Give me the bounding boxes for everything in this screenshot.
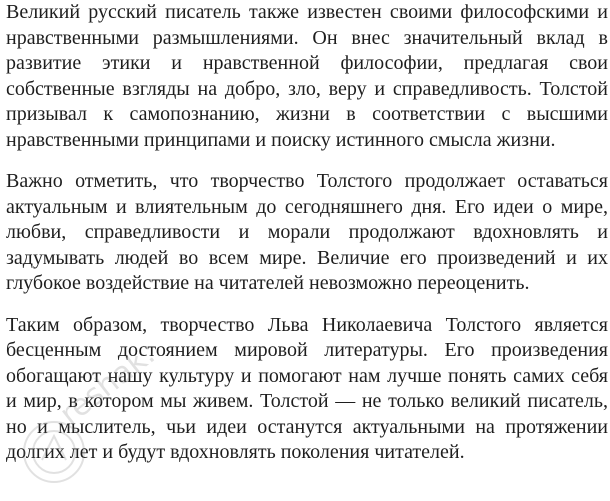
paragraph-2: Важно отметить, что творчество Толстого продолжает оставаться актуальным и влиятельным до сегодняшнего дня. Его идеи о мире, любви, справедливости и морали продолжают вдохновлять и задумывать людей во всем мире. Величие его произведений и их глубокое воздействие на читателей невозможно переоценить. bbox=[6, 170, 608, 294]
paragraph-3: Таким образом, творчество Льва Николаевича Толстого является бесценным достоянием мировой литературы. Его произведения обогащают нашу культуру и помогают нам лучше понять самих себя и мир, в котором мы живем. Толстой — не только великий писатель, но и мыслитель, чьи идеи останутся актуальными на протяжении долгих лет и будут вдохновлять поколения читателей. bbox=[6, 313, 608, 463]
paragraph-1: Великий русский писатель также известен своими философскими и нравственными размышлениями. Он внес значительный вклад в развитие этики и нравственной философии, предлагая свои собственные взгляды на добро, зло, веру и справедливость. Толстой призывал к самопознанию, жизни в соответствии с высшими нравственными принципами и поиску истинного смысла жизни. bbox=[6, 1, 608, 151]
watermark-text: reshak.ru bbox=[53, 356, 182, 433]
